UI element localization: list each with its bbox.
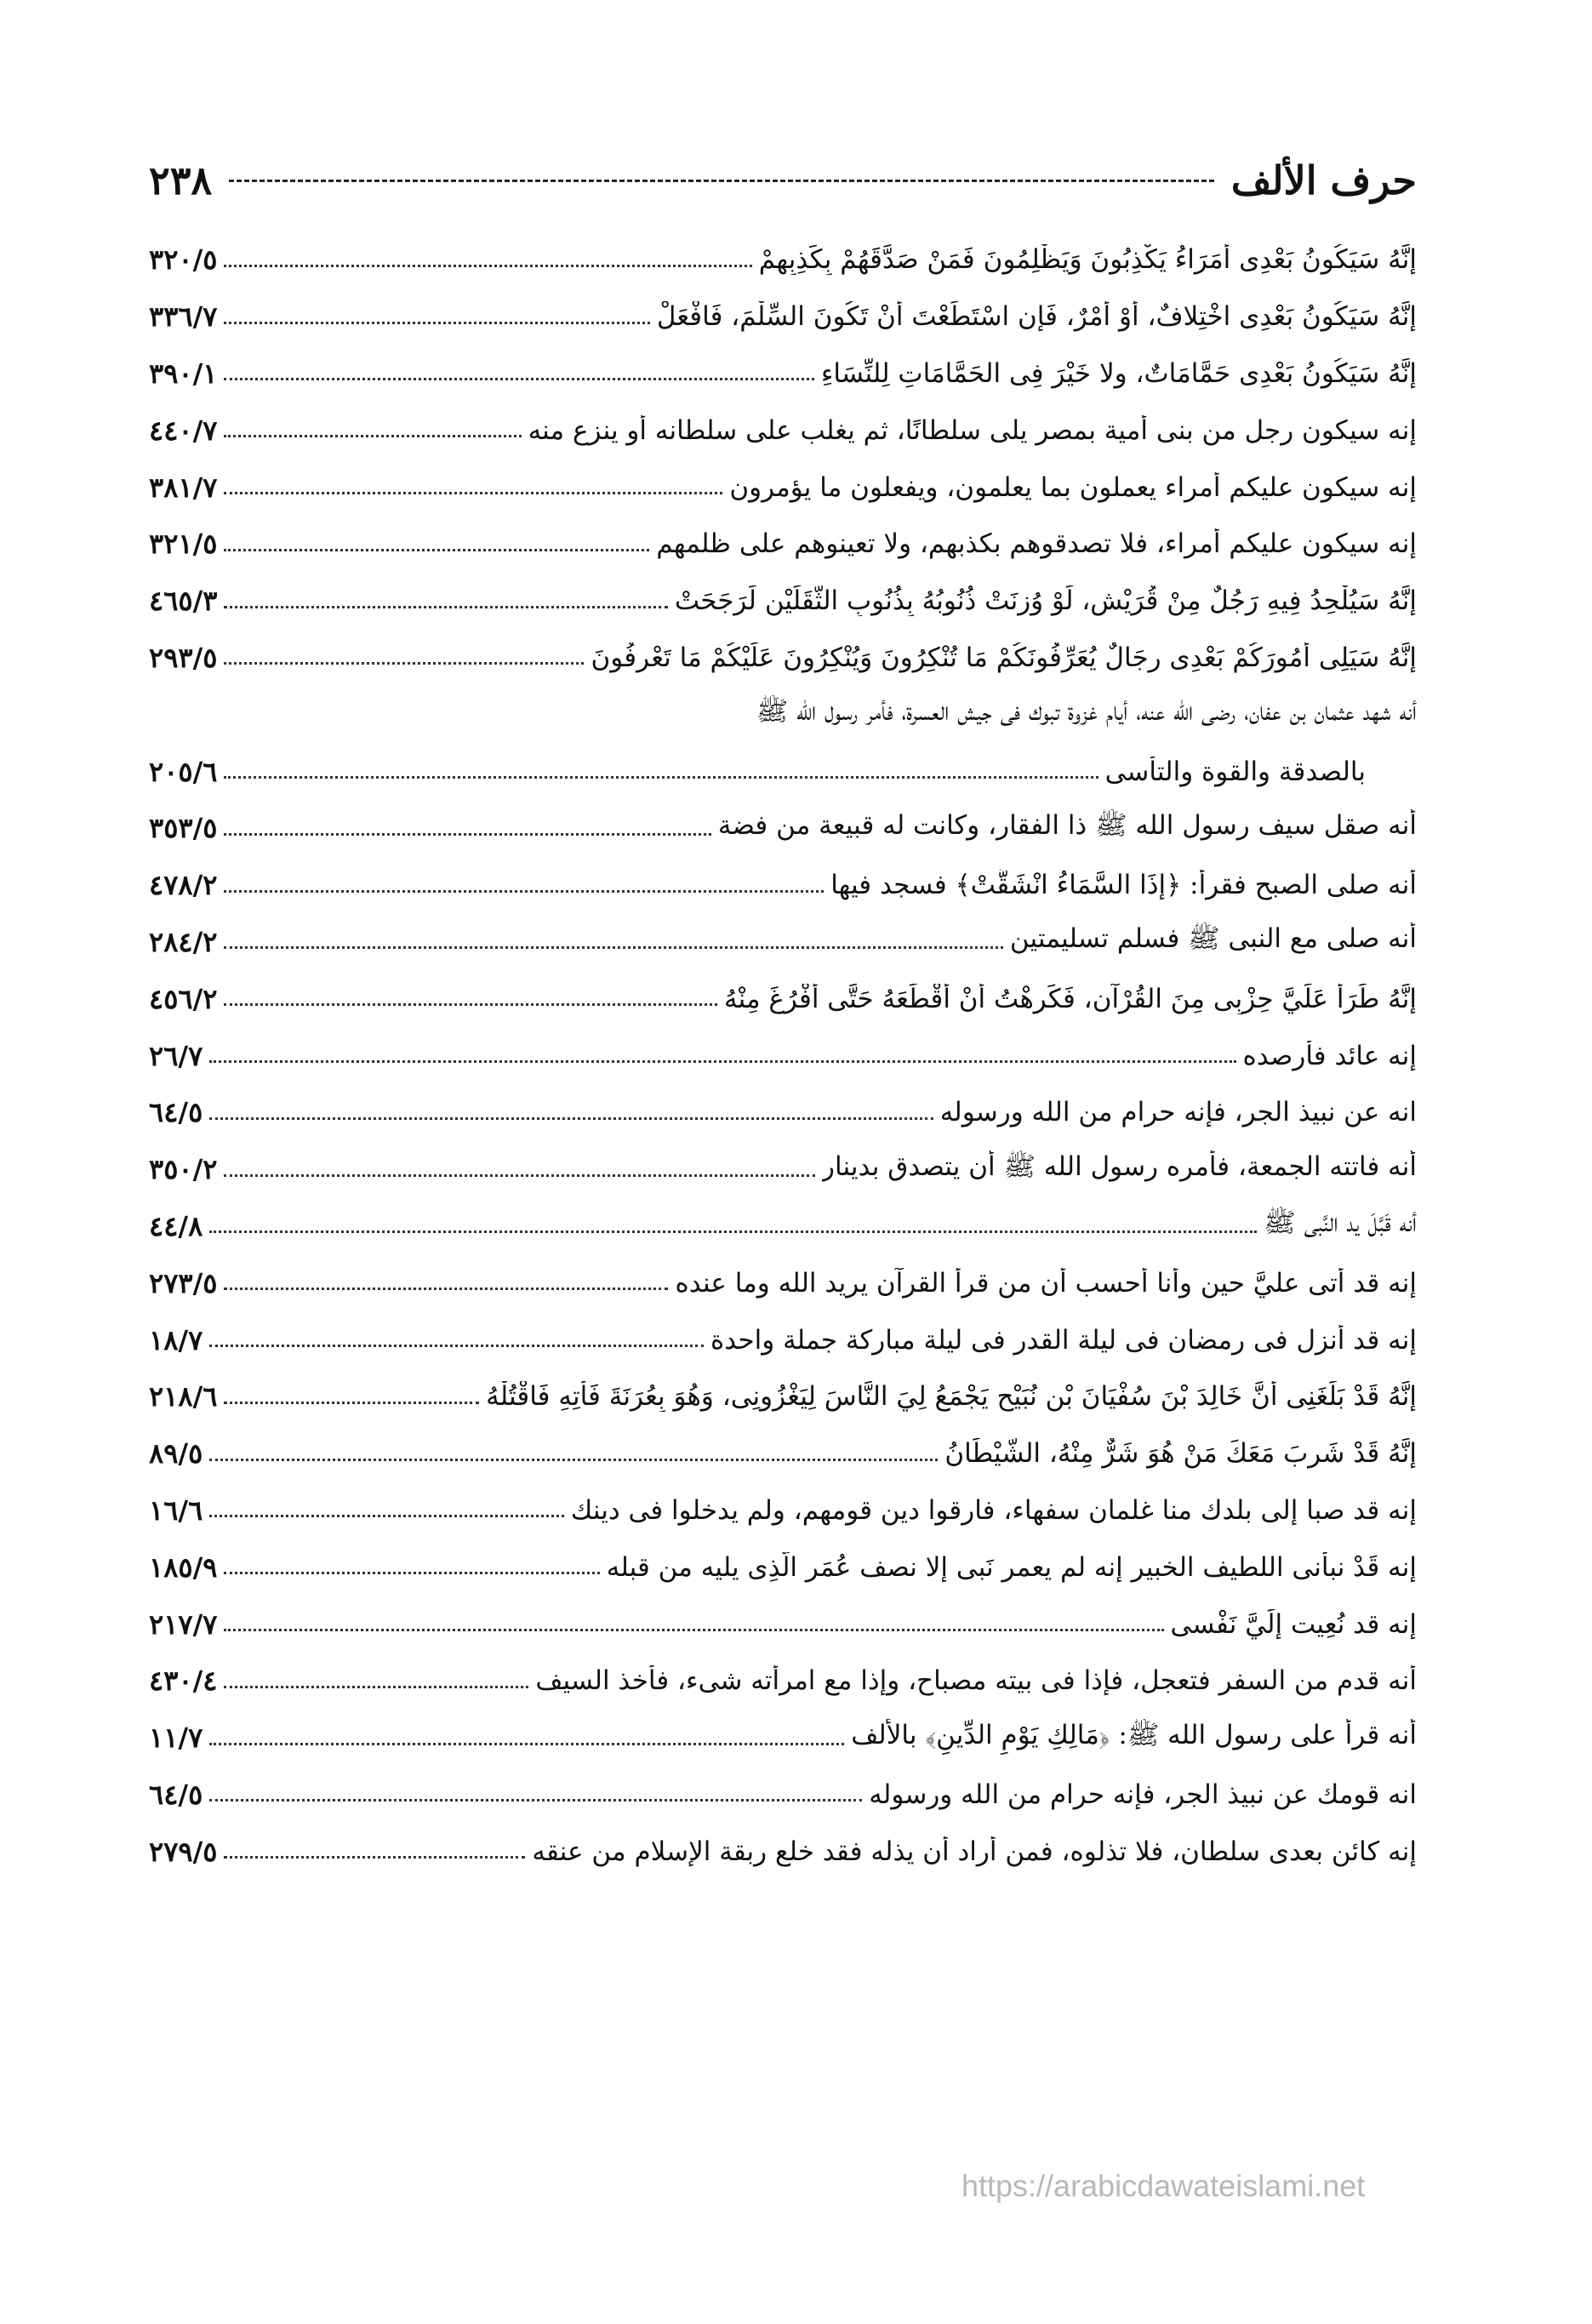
- index-entry: [149, 1198, 1417, 1255]
- entry-reference: ٢٧٣/٥: [149, 1266, 218, 1299]
- entry-reference: ٤٧٨/٢: [149, 869, 218, 902]
- entry-reference: ٣٥٣/٥: [149, 812, 218, 845]
- dot-leader: [224, 265, 751, 267]
- dot-leader: [224, 890, 824, 893]
- dot-leader: [224, 1288, 668, 1290]
- dot-leader: [224, 1572, 599, 1574]
- entry-reference: ٣٢١/٥: [149, 528, 218, 561]
- watermark: https://arabicdawateislami.net: [961, 2168, 1366, 2203]
- entry-text: إنه قد نُعِيت إِلَيَّ نَفْسى: [1170, 1608, 1417, 1640]
- entry-reference: ٣٩٠/١: [149, 357, 218, 390]
- dot-leader: [224, 662, 584, 665]
- entry-reference: ١٨٥/٩: [149, 1550, 218, 1584]
- entry-text: إِنَّهُ سَيُلْحِدُ فِيهِ رَجُلٌ مِنْ قُرَيْشٍ، لَوْ وُزِنَتْ ذُنُوبُهُ بِذُنُوبِ الثَّقَلَيْنِ لَرَجَحَتْ: [674, 585, 1417, 617]
- index-entry: [149, 1311, 1417, 1368]
- dot-leader: [209, 1459, 938, 1461]
- entry-reference: ٤٥٦/٢: [149, 982, 218, 1015]
- entry-reference: ٢١٨/٦: [149, 1380, 218, 1413]
- dot-leader: [224, 492, 722, 494]
- index-entry: [149, 516, 1417, 573]
- entry-text: أنه شهد عثمان بن عفان، رضى الله عنه، أيام غزوة تبوك فى جيش العسرة، فأمر رسول الله ﷺ: [756, 696, 1417, 728]
- index-entry: [149, 1084, 1417, 1141]
- entry-text: إنه قد أتى عليَّ حين وأنا أحسب أن من قرأ القرآن يريد الله وما عنده: [675, 1267, 1417, 1299]
- dot-leader: [224, 1686, 528, 1688]
- dot-leader: [224, 1629, 1163, 1631]
- dot-leader: [224, 1003, 717, 1006]
- dot-leader: [224, 549, 649, 551]
- index-entry: [149, 1254, 1417, 1311]
- index-entry: [149, 800, 1417, 857]
- entry-text: إنه سيكون رجل من بنى أمية بمصر يلى سلطانًا، ثم يغلب على سلطانه أو ينزع منه: [528, 414, 1417, 446]
- index-entry: [149, 1141, 1417, 1198]
- dot-leader: [209, 1799, 862, 1802]
- index-entry: [149, 1425, 1417, 1482]
- section-title: حرف الألف: [1230, 157, 1417, 203]
- index-entry: [149, 914, 1417, 971]
- entry-text: إنه سيكون عليكم أمراء يعملون بما يعلمون، ويفعلون ما يؤمرون: [729, 471, 1417, 503]
- index-entry: [149, 573, 1417, 630]
- dot-leader: [224, 435, 521, 437]
- index-entries: [149, 231, 1417, 1880]
- dot-leader: [224, 1174, 815, 1177]
- entry-text: إنه قد صبا إلى بلدك منا غلمان سفهاء، فارقوا دين قومهم، ولم يدخلوا فى دينك: [570, 1494, 1417, 1526]
- entry-text: إنه قَدْ نبأنى اللطيف الخبير إنه لم يعمر نَبى إلا نصف عُمَرِ الَّذِى يليه من قبله: [606, 1551, 1417, 1583]
- dot-leader: [224, 378, 813, 380]
- entry-reference: ٨٩/٥: [149, 1437, 203, 1470]
- dot-leader: [224, 776, 1098, 779]
- index-entry: [149, 459, 1417, 516]
- entry-reference: ٢٠٥/٦: [149, 755, 218, 788]
- entry-reference: ٤٣٠/٤: [149, 1664, 218, 1698]
- dot-leader: [224, 1402, 479, 1404]
- index-entry: [149, 743, 1417, 800]
- index-entry: [149, 686, 1417, 743]
- index-entry: [149, 1368, 1417, 1425]
- header-rule: [229, 180, 1214, 182]
- entry-reference: ٢١٧/٧: [149, 1607, 218, 1641]
- dot-leader: [209, 1060, 1235, 1063]
- index-entry: [149, 970, 1417, 1027]
- dot-leader: [209, 1515, 563, 1517]
- dot-leader: [224, 946, 1002, 949]
- index-entry: [149, 630, 1417, 687]
- index-entry: [149, 1823, 1417, 1880]
- index-entry: [149, 288, 1417, 345]
- index-entry: [149, 1767, 1417, 1824]
- index-entry: [149, 231, 1417, 288]
- dot-leader: [209, 1117, 933, 1120]
- entry-reference: ٦٤/٥: [149, 1778, 203, 1811]
- index-entry: [149, 1596, 1417, 1653]
- entry-text: أنه صلى الصبح فقرأ: ﴿إِذَا السَّمَاءُ انْشَقَّتْ﴾ فسجد فيها: [830, 870, 1417, 901]
- entry-text: انه عن نبيذ الجر، فإنه حرام من الله ورسوله: [939, 1097, 1417, 1128]
- entry-text: أنه قرأ على رسول الله ﷺ: ﴿مَالِكِ يَوْمِ الدِّينِ﴾ بالألف: [851, 1719, 1417, 1750]
- index-entry: [149, 857, 1417, 914]
- entry-reference: ٣٨١/٧: [149, 471, 218, 504]
- entry-reference: ٢٩٣/٥: [149, 641, 218, 674]
- index-entry: [149, 402, 1417, 459]
- dot-leader: [224, 833, 710, 836]
- entry-text: أنه قدم من السفر فتعجل، فإذا فى بيته مصباح، وإذا مع امرأته شىء، فأخذ السيف: [535, 1665, 1417, 1697]
- entry-reference: ٢٦/٧: [149, 1039, 203, 1072]
- entry-reference: ١٨/٧: [149, 1323, 203, 1356]
- dot-leader: [224, 1856, 525, 1859]
- entry-text: إنه كائن بعدى سلطان، فلا تذلوه، فمن أراد أن يذله فقد خلع ربقة الإسلام من عنقه: [532, 1836, 1417, 1867]
- entry-text: انه قومك عن نبيذ الجر، فإنه حرام من الله ورسوله: [869, 1779, 1417, 1810]
- index-entry: [149, 1710, 1417, 1767]
- entry-text: إِنَّهُ طَرَأَ عَلَيَّ حِزْبِى مِنَ القُرْآنِ، فَكَرِهْتُ أَنْ أَقْطَعَهُ حَتَّى أَفْرُغَ مِنْهُ: [723, 983, 1417, 1014]
- entry-text: أنه صلى مع النبى ﷺ فسلم تسليمتين: [1009, 923, 1417, 955]
- entry-reference: ٤٦٥/٣: [149, 585, 218, 618]
- entry-text: بالصدقة والقوة والتأسى: [1104, 756, 1366, 787]
- entry-text: إِنَّهُ سَيَكُونُ بَعْدِى أُمَرَاءُ يَكْذِبُونَ وَيَظْلِمُونَ فَمَنْ صَدَّقَهُمْ بِكَذِبِهِمْ: [758, 244, 1417, 276]
- dot-leader: [209, 1743, 844, 1745]
- entry-text: إِنَّهُ قَدْ شَرِبَ مَعَكَ مَنْ هُوَ شَرٌّ مِنْهُ، الشَّيْطَانُ: [944, 1438, 1417, 1470]
- entry-text: إِنَّهُ قَدْ بَلَغَنِى أَنَّ خَالِدَ بْنَ سُفْيَانَ بْنِ نُبَيْحٍ يَجْمَعُ لِيَ النَّاسَ لِيَغْزُونِى، وَهُوَ بِعُرَنَةَ فَأْتِهِ فَاقْتُلْهُ: [486, 1381, 1417, 1413]
- entry-reference: ٢٨٤/٢: [149, 925, 218, 958]
- entry-reference: ٤٤٠/٧: [149, 414, 218, 447]
- entry-reference: ٦٤/٥: [149, 1096, 203, 1129]
- page-number: ٢٣٨: [149, 157, 213, 203]
- dot-leader: [209, 1231, 1257, 1233]
- entry-text: إِنَّهُ سَيَلِى أُمُورَكُمْ بَعْدِى رِجَالٌ يُعَرِّفُونَكُمْ مَا تُنْكِرُونَ وَيُنْكِرُونَ عَلَيْكُمْ مَا تَعْرِفُونَ: [591, 642, 1417, 673]
- dot-leader: [209, 1345, 704, 1347]
- entry-reference: ٣٣٦/٧: [149, 300, 218, 334]
- entry-text: إِنَّهُ سَيَكُونُ بَعْدِى حَمَّامَاتٌ، ولا خَيْرَ فِى الحَمَّامَاتِ لِلنِّسَاءِ: [820, 357, 1417, 389]
- entry-text: إِنَّهُ سَيَكُونُ بَعْدِى اخْتِلافٌ، أَوْ أَمْرٌ، فَإِنِ اسْتَطَعْتَ أَنْ تَكُونَ السِّلْمَ، فَافْعَلْ: [656, 301, 1417, 333]
- entry-reference: ١٦/٦: [149, 1493, 203, 1527]
- entry-text: إنه سيكون عليكم أمراء، فلا تصدقوهم بكذبهم، ولا تعينوهم على ظلمهم: [656, 528, 1417, 560]
- entry-reference: ١١/٧: [149, 1722, 203, 1755]
- page-header: [149, 146, 1417, 214]
- dot-leader: [224, 322, 649, 324]
- entry-text: إنه قد أنزل فى رمضان فى ليلة القدر فى ليلة مباركة جملة واحدة: [710, 1324, 1417, 1356]
- entry-reference: ٣٥٠/٢: [149, 1153, 218, 1186]
- entry-text: أنه فاتته الجمعة، فأمره رسول الله ﷺ أن يتصدق بدينار: [822, 1151, 1417, 1182]
- entry-text: أنه قَبَّلَ يد النَّبى ﷺ: [1264, 1208, 1417, 1239]
- index-entry: [149, 1482, 1417, 1539]
- index-entry: [149, 1027, 1417, 1084]
- entry-reference: ٢٧٩/٥: [149, 1835, 218, 1868]
- entry-text: أنه صقل سيف رسول الله ﷺ ذا الفقار، وكانت له قبيعة من فضة: [717, 809, 1417, 841]
- index-entry: [149, 1653, 1417, 1710]
- entry-reference: ٤٤/٨: [149, 1209, 203, 1242]
- index-entry: [149, 1539, 1417, 1596]
- entry-reference: ٣٢٠/٥: [149, 243, 218, 277]
- entry-text: إنه عائد فأرصده: [1242, 1040, 1417, 1071]
- index-entry: [149, 345, 1417, 403]
- dot-leader: [224, 606, 667, 608]
